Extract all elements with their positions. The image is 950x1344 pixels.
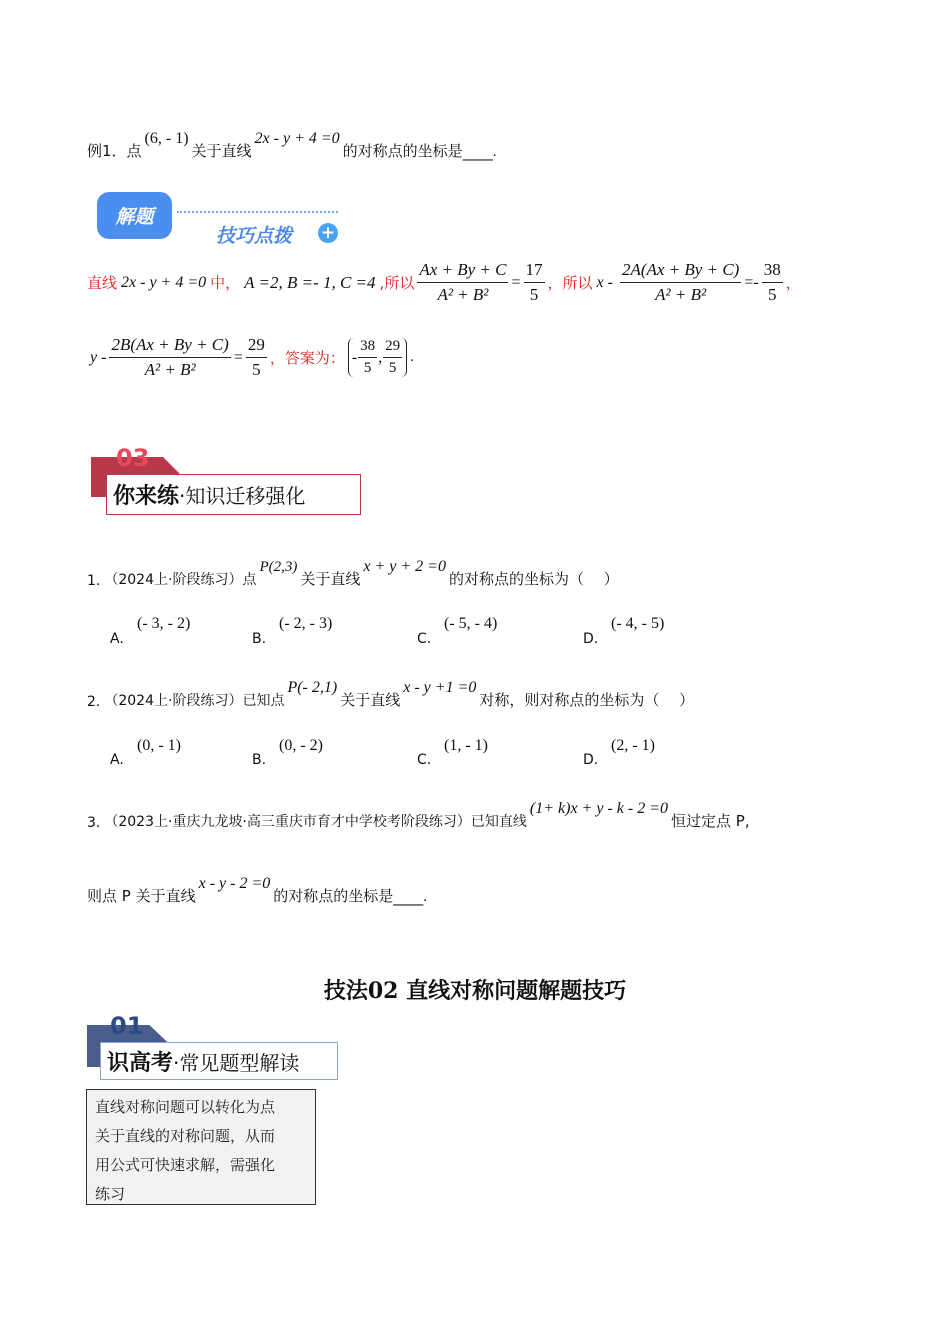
sol-coeffs: A =2, B =- 1, C =4 xyxy=(244,272,376,292)
q3-blank: ____ xyxy=(393,888,424,906)
q1-option-a-label[interactable]: A. xyxy=(110,631,124,647)
example-suffix: 的对称点的坐标是 xyxy=(342,142,463,160)
q3-source: （2023上·重庆九龙坡·高三重庆市育才中学校考阶段练习）已知直线 xyxy=(104,814,527,830)
ans-x-den: 5 xyxy=(363,360,372,376)
fraction-f1 xyxy=(417,260,508,305)
example-line-eq: 2x - y + 4 =0 xyxy=(254,130,340,147)
fraction-v2 xyxy=(762,260,783,305)
q2-option-c-label[interactable]: C. xyxy=(417,752,432,768)
v3-den: 5 xyxy=(252,360,261,379)
q3-tail: 的对称点的坐标是 xyxy=(273,887,394,905)
fraction-f3 xyxy=(109,335,230,380)
sol-t1: 直线 xyxy=(87,274,118,292)
q1-option-b-value[interactable]: (- 2, - 3) xyxy=(279,615,333,632)
q3-line2-prefix: 则点 P 关于直线 xyxy=(87,887,196,905)
sol-eq: 2x - y + 4 =0 xyxy=(121,273,207,291)
tip-subtitle: 技巧点拨 xyxy=(216,225,293,247)
sol-t3: ,所以 xyxy=(379,274,415,292)
section01-bold: 识高考 xyxy=(107,1050,174,1076)
sol-yminus: y - xyxy=(90,348,107,366)
note-line: 练习 xyxy=(95,1185,126,1203)
example-period: . xyxy=(492,144,497,160)
q2-line-eq: x - y +1 =0 xyxy=(403,679,477,696)
example-point: (6, - 1) xyxy=(144,130,189,147)
answer-parens xyxy=(348,338,407,377)
sol-eq1: = xyxy=(511,273,521,291)
ans-minus: - xyxy=(351,348,358,366)
sol-period: . xyxy=(410,349,414,365)
section01-title xyxy=(100,1042,338,1080)
q3-number: 3. xyxy=(87,815,101,831)
section03-bold: 你来练 xyxy=(113,484,180,509)
note-line: 直线对称问题可以转化为点 xyxy=(95,1098,276,1116)
q1-option-d-value[interactable]: (- 4, - 5) xyxy=(611,615,665,632)
q2-option-d-label[interactable]: D. xyxy=(583,752,599,768)
q1-option-b-label[interactable]: B. xyxy=(252,631,267,647)
q1-option-c-label[interactable]: C. xyxy=(417,631,432,647)
f3-den: A² + B² xyxy=(144,360,196,379)
q3-period: . xyxy=(423,889,428,905)
f2-num: 2A(Ax + By + C) xyxy=(620,260,741,283)
q2-source: （2024上·阶段练习）已知点 xyxy=(104,693,285,709)
summary-note xyxy=(86,1089,316,1205)
v2-num: 38 xyxy=(762,260,783,283)
sol-t2: 中， xyxy=(210,274,241,292)
fraction-v1 xyxy=(524,260,545,305)
sol-eq2: =- xyxy=(744,273,759,291)
ans-sep: , xyxy=(378,348,383,366)
ans-x-num: 38 xyxy=(358,338,377,358)
q1-source: （2024上·阶段练习）点 xyxy=(104,572,257,588)
example-blank: ____ xyxy=(462,143,493,161)
q1-number: 1. xyxy=(87,573,101,589)
q3-line1: (1+ k)x + y - k - 2 =0 xyxy=(529,800,668,817)
section01-rest: ·常见题型解读 xyxy=(173,1050,300,1075)
v1-num: 17 xyxy=(524,260,545,283)
q2-tail: 对称，则对称点的坐标为（ ） xyxy=(479,691,695,709)
solution-line-1 xyxy=(87,260,801,305)
plus-circle-icon: + xyxy=(318,223,338,243)
q3-mid: 恒过定点 P, xyxy=(671,812,750,830)
fraction-ans-x xyxy=(358,338,377,377)
q2-option-c-value[interactable]: (1, - 1) xyxy=(444,737,488,754)
q3-line-2 xyxy=(87,875,428,906)
example-about-line: 关于直线 xyxy=(191,142,252,160)
q1-line-eq: x + y + 2 =0 xyxy=(363,558,446,575)
sol-xminus: x - xyxy=(596,273,613,291)
section03-title xyxy=(106,474,361,515)
note-line: 用公式可快速求解，需强化 xyxy=(95,1156,276,1174)
q2-option-a-value[interactable]: (0, - 1) xyxy=(137,737,181,754)
q3-line2: x - y - 2 =0 xyxy=(198,875,271,892)
f2-den: A² + B² xyxy=(655,285,707,304)
q1-option-c-value[interactable]: (- 5, - 4) xyxy=(444,615,498,632)
q2-option-d-value[interactable]: (2, - 1) xyxy=(611,737,655,754)
example-prefix: 例1．点 xyxy=(87,142,142,160)
sol-t4: ，所以 xyxy=(547,274,593,292)
v2-den: 5 xyxy=(767,285,777,304)
q2-option-b-value[interactable]: (0, - 2) xyxy=(279,737,323,754)
dotted-divider xyxy=(177,211,338,213)
q1-tail: 的对称点的坐标为（ ） xyxy=(448,570,619,588)
q2-option-b-label[interactable]: B. xyxy=(252,752,267,768)
q2-number: 2. xyxy=(87,694,101,710)
ans-y-num: 29 xyxy=(383,338,402,358)
technique-title: 技法02 直线对称问题解题技巧 xyxy=(323,978,627,1004)
q1-option-d-label[interactable]: D. xyxy=(583,631,599,647)
example-line xyxy=(87,130,497,161)
note-line: 关于直线的对称问题，从而 xyxy=(95,1127,276,1145)
q2-line xyxy=(87,679,695,710)
solution-line-2 xyxy=(90,335,414,380)
q1-point: P(2,3) xyxy=(259,559,298,575)
fraction-ans-y xyxy=(383,338,402,377)
sol-t5: ，答案为： xyxy=(269,349,345,367)
f1-num: Ax + By + C xyxy=(417,260,508,283)
fraction-f2 xyxy=(620,260,741,305)
q3-line-1 xyxy=(87,800,750,831)
q2-option-a-label[interactable]: A. xyxy=(110,752,124,768)
solution-badge: 解题 xyxy=(97,192,172,239)
q2-point: P(- 2,1) xyxy=(287,679,338,696)
q2-mid: 关于直线 xyxy=(340,691,401,709)
sol-comma: ， xyxy=(785,276,801,292)
q1-option-a-value[interactable]: (- 3, - 2) xyxy=(137,615,191,632)
f3-num: 2B(Ax + By + C) xyxy=(109,335,230,358)
q1-mid: 关于直线 xyxy=(300,570,361,588)
section03-rest: ·知识迁移强化 xyxy=(179,484,306,508)
v1-den: 5 xyxy=(529,285,539,304)
section03-number: 03 xyxy=(116,444,150,472)
fraction-v3 xyxy=(246,335,267,380)
v3-num: 29 xyxy=(246,335,267,358)
ans-y-den: 5 xyxy=(388,360,397,376)
q1-line xyxy=(87,558,619,589)
f1-den: A² + B² xyxy=(437,285,489,304)
section01-number: 01 xyxy=(110,1012,144,1040)
sol-eq3: = xyxy=(233,348,243,366)
